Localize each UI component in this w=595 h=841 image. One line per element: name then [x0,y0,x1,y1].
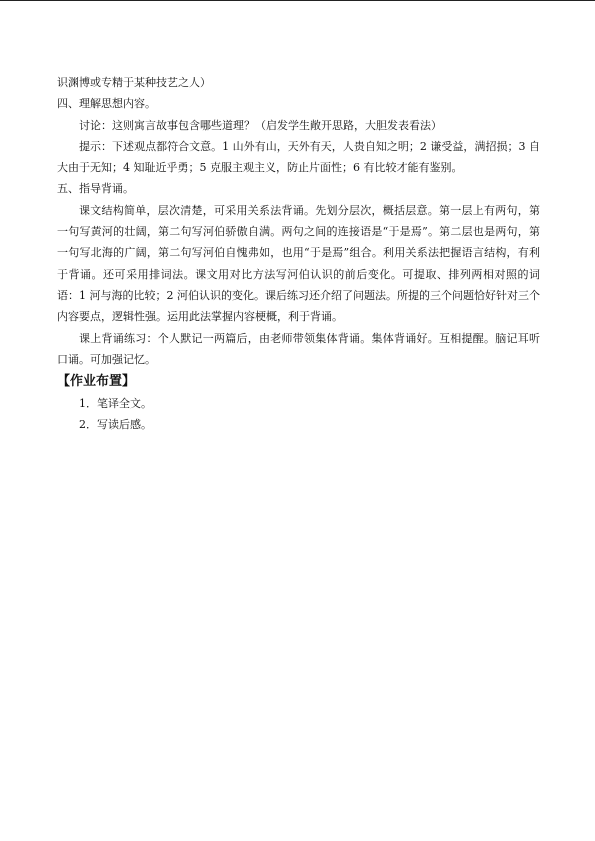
continued-line: 识渊博或专精于某种技艺之人） [57,76,211,89]
page-top-border [0,0,595,1]
discussion-paragraph: 讨论：这则寓言故事包含哪些道理？（启发学生敞开思路，大胆发表看法） [79,118,442,132]
homework-heading: 【作业布置】 [57,374,136,390]
classroom-practice-paragraph: 课上背诵练习：个人默记一两篇后，由老师带领集体背诵。集体背诵好。互相提醒。脑记耳听口诵。可加强记忆。 [57,331,540,366]
section-four-heading: 四、理解思想内容。 [57,97,156,111]
hint-paragraph: 提示：下述观点都符合文意。1 山外有山，天外有天，人贵自知之明；2 谦受益，满招损；3 自大由于无知；4 知耻近乎勇；5 克服主观主义，防止片面性；6 有比较才能有鉴别。 [57,139,540,175]
homework-item: 2．写读后感。 [79,418,152,432]
homework-item: 1．笔译全文。 [79,397,152,411]
section-five-heading: 五、指导背诵。 [57,182,134,196]
recitation-method-paragraph: 课文结构简单，层次清楚，可采用关系法背诵。先划分层次，概括层意。第一层上有两句，第一句写黄河的壮阔，第二句写河伯骄傲自满。两句之间的连接语是“于是焉”。第二层也是两句，第一句写北海的广阔，第二句写河伯自愧弗如，也用“于是焉”组合。利用关系法把握语言结构，有利于背诵。还可采用排词法。课文用对比方法写河伯认识的前后变化。可提取、排列两相对照的词语：1 河与海的比较；2 河伯认识的变化。课后练习还介绍了问题法。所提的三个问题恰好针对三个内容要点，逻辑性强。运用此法掌握内容梗概，利于背诵。 [57,203,540,324]
document-body [57,72,540,436]
